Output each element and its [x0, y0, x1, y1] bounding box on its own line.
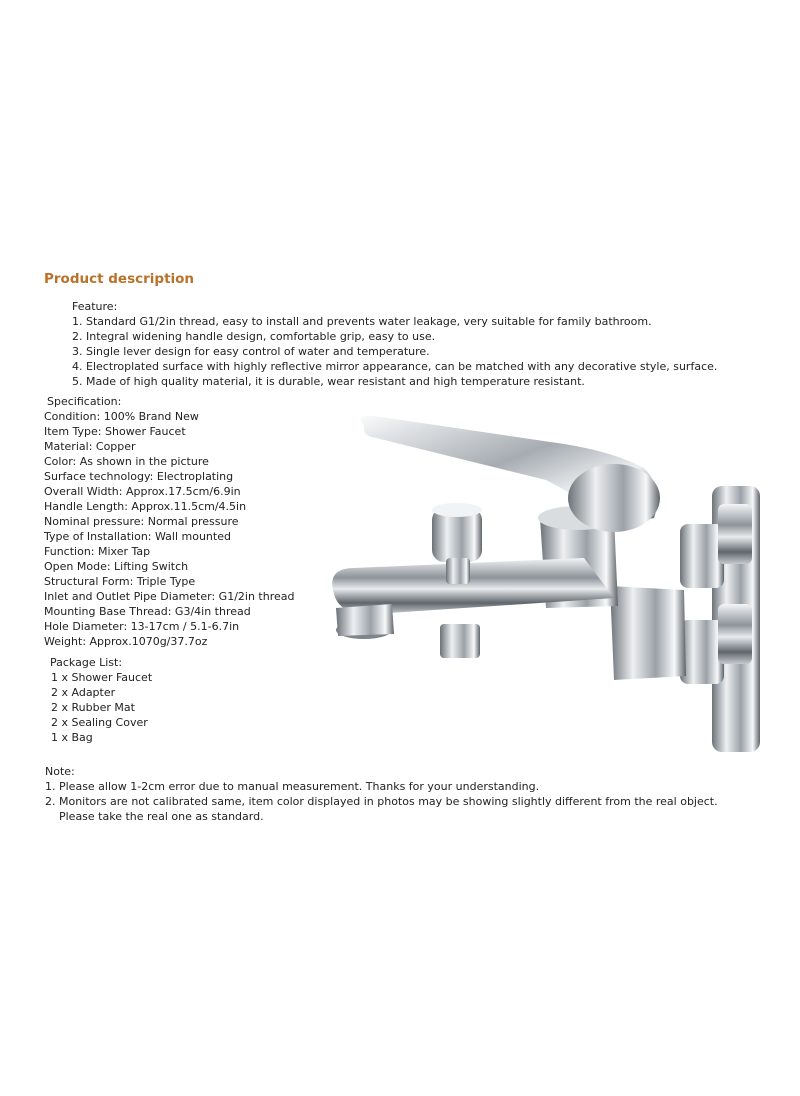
list-item: Mounting Base Thread: G3/4in thread [44, 605, 251, 618]
list-item: Inlet and Outlet Pipe Diameter: G1/2in thread [44, 590, 295, 603]
list-item: Weight: Approx.1070g/37.7oz [44, 635, 208, 648]
list-item: 1 x Bag [51, 731, 93, 744]
list-item: 5. Made of high quality material, it is durable, wear resistant and high temperature resistant. [72, 375, 585, 388]
list-item: 2. Integral widening handle design, comfortable grip, easy to use. [72, 330, 436, 343]
list-item: Function: Mixer Tap [44, 545, 151, 558]
list-item: Please take the real one as standard. [45, 810, 264, 823]
list-item: 1. Please allow 1-2cm error due to manual measurement. Thanks for your understanding. [45, 780, 540, 793]
specification-heading: Specification: [47, 395, 122, 408]
package-list [50, 670, 152, 745]
list-item: 4. Electroplated surface with highly reflective mirror appearance, can be matched with any decorative style, surface. [72, 360, 718, 373]
list-item: Nominal pressure: Normal pressure [44, 515, 239, 528]
note-section [45, 764, 718, 824]
note-heading: Note: [45, 765, 75, 778]
wall-connector [680, 486, 760, 752]
feature-section [72, 299, 717, 389]
specification-section [44, 394, 294, 649]
lever-handle [361, 416, 660, 532]
list-item: 1. Standard G1/2in thread, easy to install and prevents water leakage, very suitable for family bathroom. [72, 315, 652, 328]
list-item: Type of Installation: Wall mounted [44, 530, 231, 543]
list-item: Item Type: Shower Faucet [44, 425, 186, 438]
note-list [45, 779, 718, 824]
list-item: 2. Monitors are not calibrated same, item color displayed in photos may be showing slightly different from the real object. [45, 795, 718, 808]
list-item: Hole Diameter: 13-17cm / 5.1-6.7in [44, 620, 240, 633]
list-item: 2 x Adapter [51, 686, 116, 699]
feature-list [72, 314, 717, 389]
list-item: 2 x Rubber Mat [51, 701, 135, 714]
list-item: Color: As shown in the picture [44, 455, 209, 468]
page-title: Product description [44, 271, 195, 287]
list-item: Overall Width: Approx.17.5cm/6.9in [44, 485, 241, 498]
bottom-outlet [440, 624, 480, 658]
package-section [50, 655, 152, 745]
shower-faucet-image [314, 408, 760, 754]
list-item: Handle Length: Approx.11.5cm/4.5in [44, 500, 247, 513]
list-item: 1 x Shower Faucet [51, 671, 153, 684]
list-item: Material: Copper [44, 440, 136, 453]
specification-list [44, 409, 294, 649]
list-item: Structural Form: Triple Type [44, 575, 196, 588]
list-item: Surface technology: Electroplating [44, 470, 234, 483]
list-item: Condition: 100% Brand New [44, 410, 199, 423]
list-item: Open Mode: Lifting Switch [44, 560, 189, 573]
list-item: 3. Single lever design for easy control of water and temperature. [72, 345, 430, 358]
list-item: 2 x Sealing Cover [51, 716, 148, 729]
package-heading: Package List: [50, 656, 123, 669]
feature-heading: Feature: [72, 300, 118, 313]
